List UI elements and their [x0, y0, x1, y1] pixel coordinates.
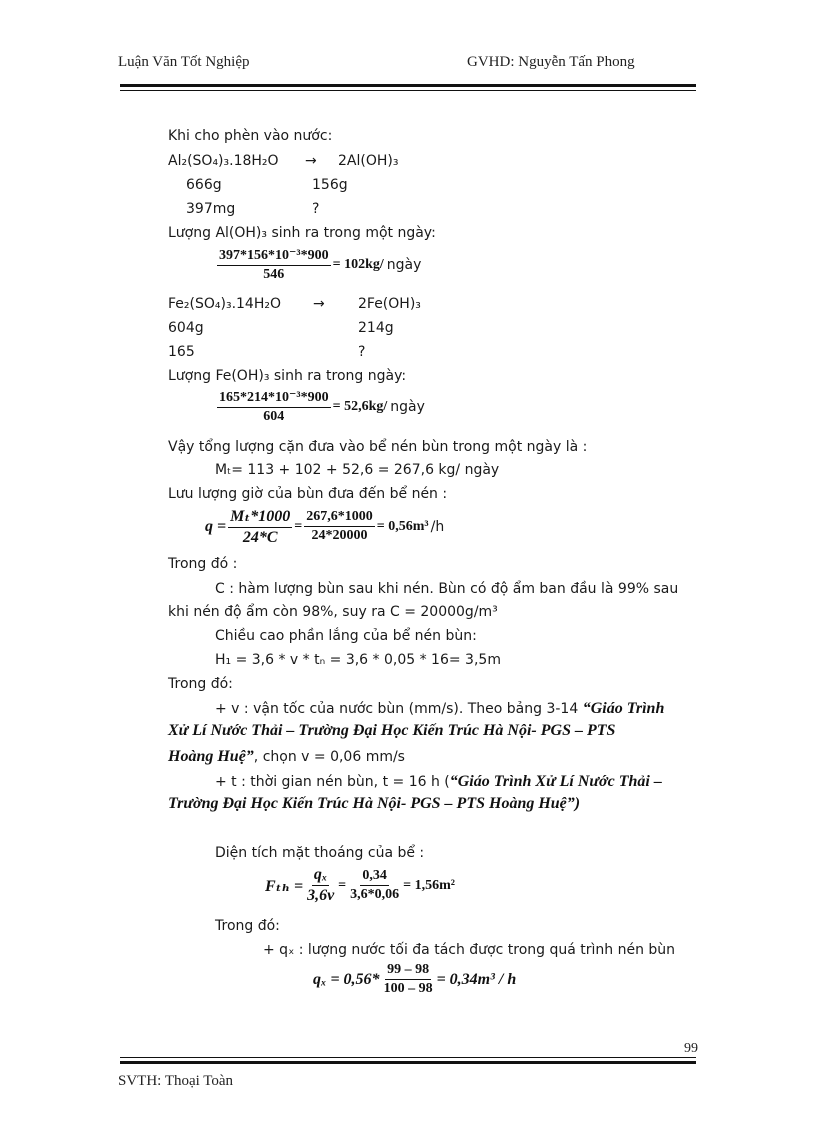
header-title: Luận Văn Tốt Nghiệp [118, 54, 250, 70]
denominator: 24*C [242, 529, 278, 546]
text-line [215, 771, 662, 791]
formula-fe-oh3 [215, 389, 425, 425]
formula-al-oh3 [215, 247, 421, 283]
page-number: 99 [684, 1041, 698, 1056]
text-span: + t : thời gian nén bùn, t = 16 h ( [215, 774, 450, 790]
citation-text: Trường Đại Học Kiến Trúc Hà Nội- PGS – PTS Hoàng Huệ”) [168, 795, 581, 812]
citation-text: “Giáo Trình Xử Lí Nước Thải – [449, 773, 662, 790]
formula-equals: = [294, 518, 303, 534]
text-line: khi nén độ ẩm còn 98%, suy ra C = 20000g/m³ [168, 604, 498, 620]
text-line: Lượng Al(OH)₃ sinh ra trong một ngày: [168, 225, 436, 241]
numerator: 267,6*1000 [304, 509, 375, 527]
formula-unit: ngày [390, 399, 425, 415]
equation-right: 2Al(OH)₃ [338, 153, 399, 169]
text-line: Diện tích mặt thoáng của bể : [215, 845, 425, 861]
mass-value: ? [358, 344, 366, 360]
citation-text: Hoàng Huệ” [168, 748, 254, 765]
text-span: + v : vận tốc của nước bùn (mm/s). Theo bảng 3-14 [215, 701, 583, 717]
numerator: 165*214*10⁻³*900 [217, 389, 331, 408]
text-line: + qₓ : lượng nước tối đa tách được trong quá trình nén bùn [263, 942, 676, 958]
text-line: Trong đó : [168, 556, 238, 572]
fraction [382, 962, 435, 997]
formula-result: = 1,56m² [403, 877, 455, 893]
formula-result: = 0,34m³ / h [436, 970, 517, 988]
fraction [304, 509, 375, 544]
text-line: Khi cho phèn vào nước: [168, 128, 333, 144]
formula-lhs: qₓ = 0,56* [313, 970, 380, 988]
denominator: 604 [263, 409, 285, 424]
text-line: Trong đó: [215, 918, 280, 934]
citation-text: “Giáo Trình [582, 700, 665, 717]
formula-result: = 102kg/ [332, 257, 384, 272]
equation-right: 2Fe(OH)₃ [358, 296, 421, 312]
formula-equals: = [338, 877, 347, 893]
equation-arrow: → [313, 296, 325, 312]
mass-value: ? [312, 201, 320, 217]
denominator: 24*20000 [311, 528, 368, 543]
header-rule-thin [120, 90, 696, 91]
fraction [228, 506, 292, 547]
denominator: 100 – 98 [383, 981, 433, 996]
citation-text: Xử Lí Nước Thải – Trường Đại Học Kiến Trúc Hà Nội- PGS – PTS [168, 722, 616, 739]
header-advisor: GVHD: Nguyễn Tấn Phong [467, 54, 635, 70]
text-line: Chiều cao phần lắng của bể nén bùn: [215, 628, 477, 644]
text-line: Lưu lượng giờ của bùn đưa đến bể nén : [168, 486, 448, 502]
text-line: Lượng Fe(OH)₃ sinh ra trong ngày: [168, 368, 407, 384]
denominator: 3,6*0,06 [350, 887, 400, 902]
formula-unit: ngày [386, 257, 422, 273]
numerator: qₓ [312, 866, 329, 886]
equation-left: Fe₂(SO₄)₃.14H₂O [168, 296, 281, 312]
numerator: Mₜ*1000 [228, 506, 292, 528]
footer-rule-thin [120, 1057, 696, 1058]
fraction [217, 247, 331, 283]
denominator: 3,6v [307, 887, 335, 904]
fraction [217, 389, 331, 425]
formula-lhs: Fₜₕ = [265, 877, 304, 895]
text-line: C : hàm lượng bùn sau khi nén. Bùn có độ ẩm ban đầu là 99% sau [215, 581, 679, 597]
mass-value: 165 [168, 344, 195, 360]
text-line: Mₜ= 113 + 102 + 52,6 = 267,6 kg/ ngày [215, 462, 500, 478]
denominator: 546 [263, 267, 285, 282]
formula-sludge-flow [205, 506, 444, 547]
formula-unit: /h [430, 518, 445, 535]
text-line: Trong đó: [168, 676, 233, 692]
text-line: Vậy tổng lượng cặn đưa vào bể nén bùn trong một ngày là : [168, 439, 588, 455]
mass-value: 397mg [186, 201, 236, 217]
mass-value: 604g [168, 320, 204, 336]
fraction [348, 868, 401, 903]
footer-rule-thick [120, 1061, 696, 1064]
formula-result: = 52,6kg/ [332, 399, 388, 414]
text-line [168, 746, 405, 766]
formula-result: = 0,56m³ [376, 518, 429, 534]
header-rule-thick [120, 84, 696, 87]
fraction [305, 866, 336, 905]
text-line [215, 698, 664, 718]
text-span: , chọn v = 0,06 mm/s [253, 749, 405, 765]
formula-lhs: q = [205, 517, 227, 535]
mass-value: 666g [186, 177, 222, 193]
footer-author: SVTH: Thoại Toàn [118, 1073, 234, 1089]
mass-value: 156g [312, 177, 348, 193]
numerator: 397*156*10⁻³*900 [217, 247, 331, 266]
formula-surface-area [265, 866, 455, 905]
equation-left: Al₂(SO₄)₃.18H₂O [168, 153, 279, 169]
text-line: H₁ = 3,6 * v * tₙ = 3,6 * 0,05 * 16= 3,5m [215, 652, 501, 668]
equation-arrow: → [305, 153, 317, 169]
mass-value: 214g [358, 320, 394, 336]
numerator: 0,34 [360, 868, 389, 886]
numerator: 99 – 98 [385, 962, 431, 980]
formula-water-separated [313, 962, 516, 997]
